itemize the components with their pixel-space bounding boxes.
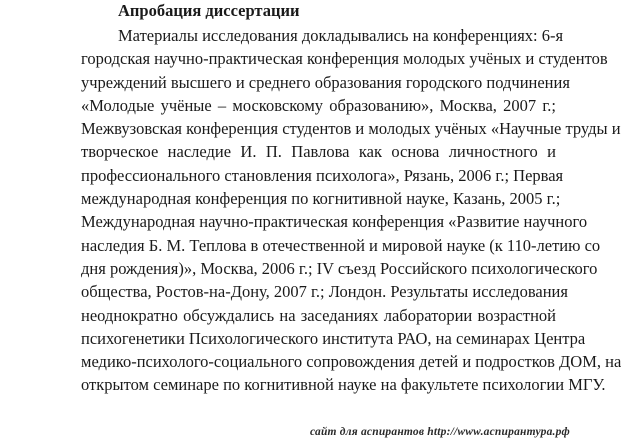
paragraph xyxy=(81,24,621,397)
paragraph-line: наследия Б. М. Теплова в отечественной и мировой науке (к 110-летию со xyxy=(81,235,601,255)
section-heading: Апробация диссертации xyxy=(118,1,300,20)
paragraph-line: медико-психолого-социального сопровождения детей и подростков ДОМ, на xyxy=(81,352,621,372)
paragraph-line: учреждений высшего и среднего образования городского подчинения xyxy=(81,72,570,92)
paragraph-line: неоднократно обсуждались на заседаниях лаборатории возрастной xyxy=(81,305,556,325)
paragraph-line: психогенетики Психологического института РАО, на семинарах Центра xyxy=(81,328,586,348)
paragraph-line: Международная научно-практическая конференция «Развитие научного xyxy=(81,212,588,232)
paragraph-line: Межвузовская конференция студентов и молодых учёных «Научные труды и xyxy=(81,119,621,139)
paragraph-line: открытом семинаре по когнитивной науке на факультете психологии МГУ. xyxy=(81,375,606,395)
paragraph-line: городская научно-практическая конференция молодых учёных и студентов xyxy=(81,49,608,69)
paragraph-line: профессионального становления психолога», Рязань, 2006 г.; Первая xyxy=(81,165,564,185)
paragraph-line: дня рождения)», Москва, 2006 г.; IV съезд Российского психологического xyxy=(81,258,598,278)
paragraph-line: общества, Ростов-на-Дону, 2007 г.; Лондон. Результаты исследования xyxy=(81,282,568,302)
site-watermark: сайт для аспирантов http://www.аспирантура.рф xyxy=(310,426,570,438)
paragraph-line: международная конференция по когнитивной науке, Казань, 2005 г.; xyxy=(81,189,561,209)
paragraph-line: творческое наследие И. П. Павлова как основа личностного и xyxy=(81,142,556,162)
paragraph-line: «Молодые учёные – московскому образованию», Москва, 2007 г.; xyxy=(81,95,556,115)
paragraph-line: Материалы исследования докладывались на конференциях: 6-я xyxy=(118,26,564,45)
